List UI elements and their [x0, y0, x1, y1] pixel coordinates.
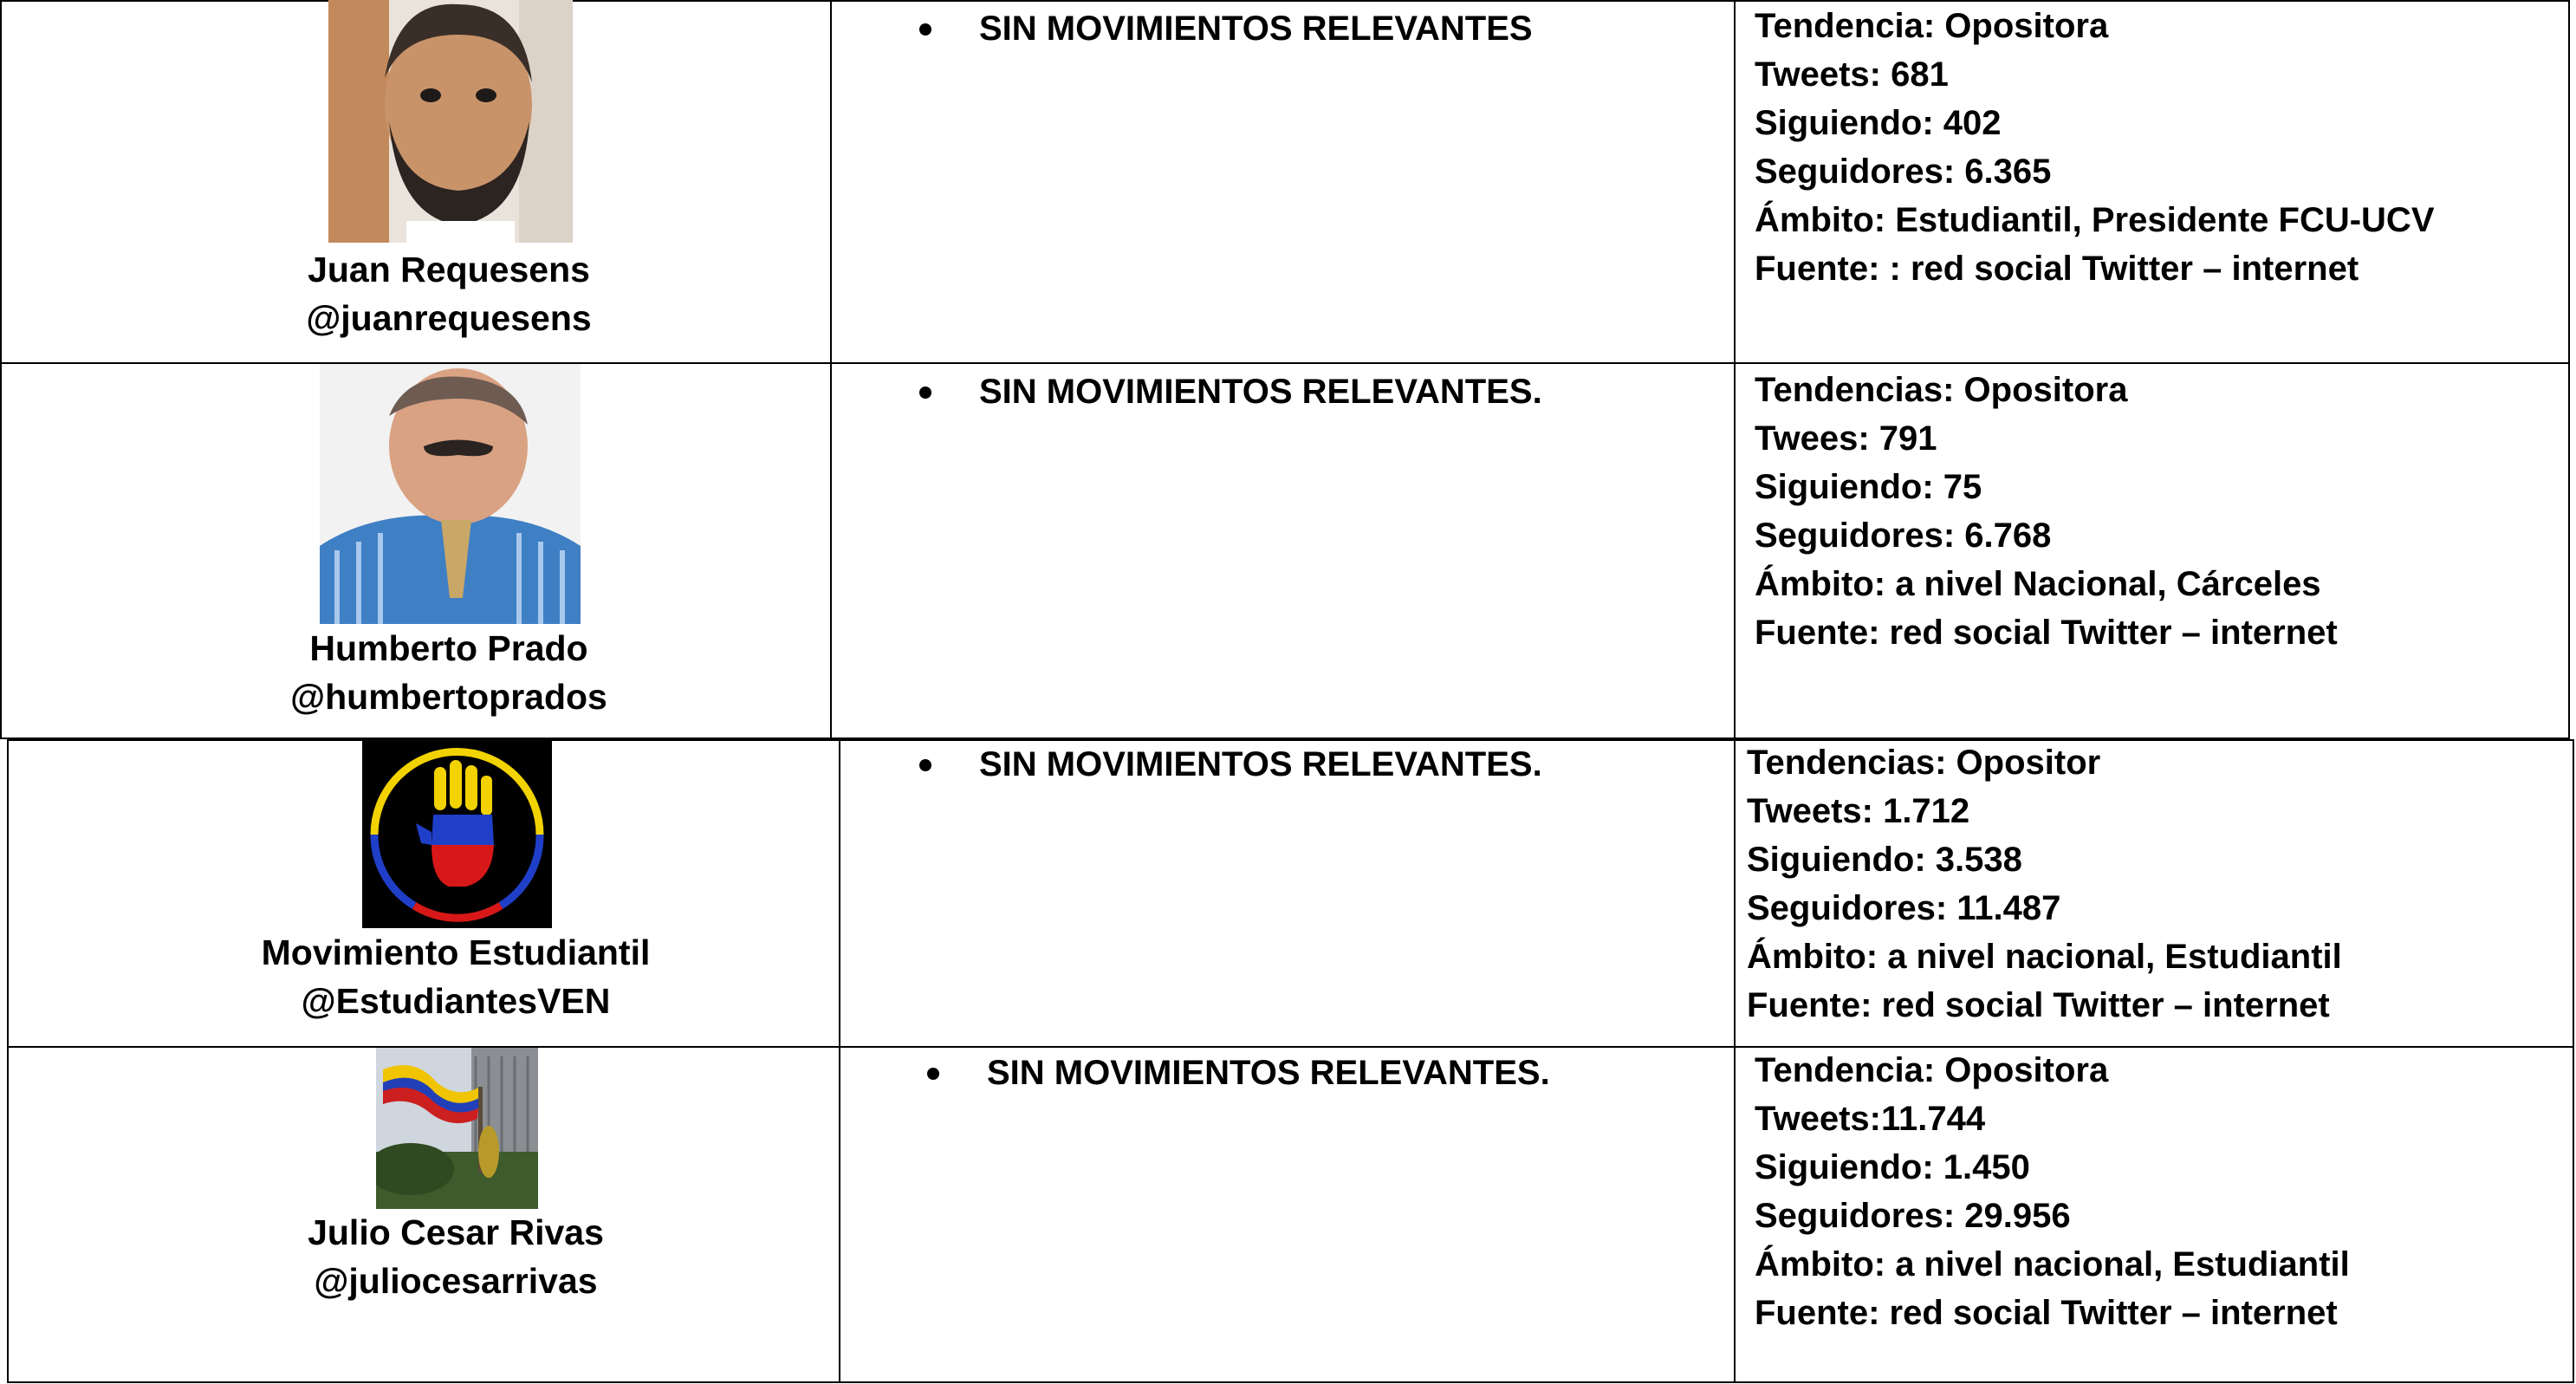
info-list: [1755, 366, 2338, 657]
info-siguiendo: Siguiendo: 402: [1755, 104, 2002, 142]
info-ambito: Ámbito: a nivel Nacional, Cárceles: [1755, 565, 2321, 603]
info-tendencia: Tendencias: Opositora: [1755, 371, 2128, 409]
logo-movimiento-estudiantil: [362, 741, 552, 928]
profile-name: Movimiento Estudiantil: [261, 932, 651, 972]
profile-handle: @juliocesarrivas: [314, 1261, 598, 1301]
info-tweets: Tweets:11.744: [1755, 1100, 1986, 1138]
profile-name: Juan Requesens: [308, 250, 590, 289]
info-fuente: Fuente: : red social Twitter – internet: [1755, 250, 2359, 288]
row-1-activity-cell: [830, 0, 1736, 364]
flag-photo-icon: [376, 1048, 538, 1209]
activity-text: SIN MOVIMIENTOS RELEVANTES: [979, 10, 1533, 48]
info-siguiendo: Siguiendo: 75: [1755, 468, 1982, 506]
info-fuente: Fuente: red social Twitter – internet: [1747, 986, 2330, 1024]
info-list: [1747, 738, 2342, 1030]
profile-handle: @humbertoprados: [290, 677, 607, 717]
person-photo-icon: [320, 364, 581, 624]
info-seguidores: Seguidores: 6.768: [1755, 517, 2052, 555]
profile-handle: @EstudiantesVEN: [301, 981, 611, 1021]
bullet-icon: [927, 1068, 939, 1080]
info-ambito: Ámbito: a nivel nacional, Estudiantil: [1747, 938, 2342, 976]
profile-name: Julio Cesar Rivas: [308, 1212, 604, 1252]
info-fuente: Fuente: red social Twitter – internet: [1755, 614, 2338, 652]
activity-text: SIN MOVIMIENTOS RELEVANTES.: [979, 745, 1542, 783]
row-2-activity-cell: [830, 362, 1736, 739]
info-seguidores: Seguidores: 6.365: [1755, 153, 2052, 191]
profile-photo-julio-cesar-rivas: [376, 1048, 538, 1209]
info-siguiendo: Siguiendo: 3.538: [1747, 841, 2022, 879]
profile-photo-humberto-prado: [320, 364, 581, 624]
profile-photo-juan-requesens: [328, 0, 573, 243]
bullet-icon: [919, 387, 931, 399]
info-list: [1755, 1046, 2350, 1337]
bullet-icon: [919, 23, 931, 36]
activity-text: SIN MOVIMIENTOS RELEVANTES.: [979, 373, 1542, 411]
profile-name: Humberto Prado: [309, 628, 588, 668]
info-seguidores: Seguidores: 29.956: [1755, 1197, 2071, 1235]
info-fuente: Fuente: red social Twitter – internet: [1755, 1294, 2338, 1332]
info-ambito: Ámbito: Estudiantil, Presidente FCU-UCV: [1755, 201, 2435, 239]
info-tendencia: Tendencias: Opositor: [1747, 744, 2101, 782]
info-seguidores: Seguidores: 11.487: [1747, 889, 2061, 927]
person-photo-icon: [328, 0, 573, 243]
bullet-icon: [919, 759, 931, 771]
info-tweets: Tweets: 681: [1755, 55, 1949, 94]
info-tweets: Tweets: 1.712: [1747, 792, 1970, 830]
hand-flag-logo-icon: [362, 741, 552, 928]
info-tendencia: Tendencia: Opositora: [1755, 1051, 2109, 1089]
profile-handle: @juanrequesens: [306, 298, 592, 338]
info-list: [1755, 2, 2435, 293]
info-tendencia: Tendencia: Opositora: [1755, 7, 2109, 45]
info-siguiendo: Siguiendo: 1.450: [1755, 1148, 2030, 1186]
info-tweets: Twees: 791: [1755, 419, 1937, 458]
info-ambito: Ámbito: a nivel nacional, Estudiantil: [1755, 1245, 2350, 1283]
activity-text: SIN MOVIMIENTOS RELEVANTES.: [987, 1054, 1550, 1092]
